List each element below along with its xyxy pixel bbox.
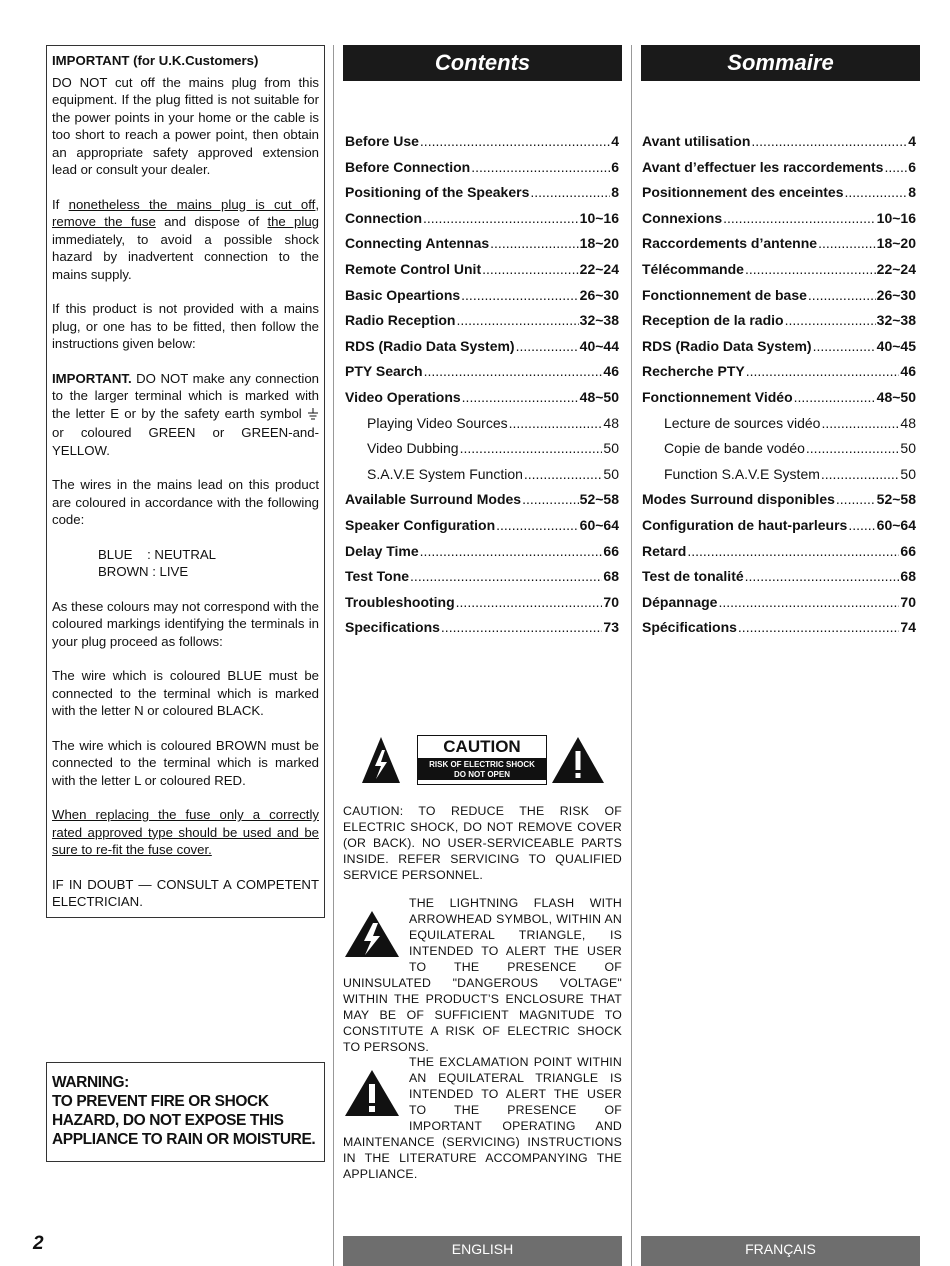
important-p2: If nonetheless the mains plug is cut off, remove the fuse and dispose of the plug immediately, to avoid a possible shock hazard by inadvertent connection to the mains supply.: [52, 196, 320, 282]
toc-leader-dots: [456, 312, 578, 328]
toc-entry-title: Function S.A.V.E System: [664, 465, 820, 482]
toc-entry: [345, 415, 619, 441]
toc-leader-dots: [821, 415, 899, 431]
toc-leader-dots: [845, 184, 908, 200]
column-divider: [631, 45, 632, 1266]
exclamation-triangle-icon: [343, 1068, 401, 1120]
toc-entry-page: 48: [603, 414, 619, 431]
toc-entry-page: 4: [908, 133, 916, 149]
toc-entry: [345, 543, 619, 569]
toc-entry-page: 6: [908, 158, 916, 175]
toc-entry: [345, 363, 619, 389]
toc-entry-title: Connection: [345, 209, 422, 226]
toc-entry-page: 48: [900, 414, 916, 431]
important-title: IMPORTANT (for U.K.Customers): [52, 53, 259, 68]
toc-leader-dots: [785, 312, 876, 328]
important-p1: DO NOT cut off the mains plug from this equipment. If the plug fitted is not suitable for the power points in your home or the cable is too short to reach a power point, then obtain an appropriate safety approved extension lead or consult your dealer.: [52, 74, 319, 177]
toc-leader-dots: [420, 133, 610, 149]
toc-entry-title: Connexions: [642, 209, 723, 226]
important-p4: IMPORTANT. DO NOT make any connection to the larger terminal which is marked with the letter E or by the safety earth symbol or coloured GREEN or GREEN-and-YELLOW.: [52, 370, 319, 458]
toc-entry: [642, 159, 916, 185]
toc-entry-page: 46: [603, 363, 619, 380]
toc-entry: [642, 389, 916, 415]
toc-entry: [642, 517, 916, 543]
toc-entry-title: Modes Surround disponibles: [642, 491, 835, 508]
exclamation-triangle-icon: [551, 735, 605, 785]
page-number: 2: [33, 1233, 44, 1254]
toc-entry-title: Test Tone: [345, 568, 410, 585]
toc-entry: [345, 466, 619, 492]
toc-entry: [642, 619, 916, 645]
toc-entry-page: 60~64: [579, 516, 619, 533]
toc-entry-title: Reception de la radio: [642, 312, 784, 329]
uk-important-notice: [46, 45, 325, 918]
caution-text: CAUTION: TO REDUCE THE RISK OF ELECTRIC SHOCK, DO NOT REMOVE COVER (OR BACK). NO USER-SERVICEABLE PARTS INSIDE. REFER SERVICING TO QUALIFIED SERVICE PERSONNEL.: [343, 804, 622, 882]
caution-subtext: RISK OF ELECTRIC SHOCK DO NOT OPEN: [418, 758, 546, 780]
toc-entry: [345, 517, 619, 543]
toc-leader-dots: [806, 440, 900, 456]
toc-entry-title: RDS (Radio Data System): [345, 337, 515, 354]
toc-entry-title: Configuration de haut-parleurs: [642, 516, 848, 533]
column-divider: [333, 45, 334, 1266]
toc-leader-dots: [461, 287, 579, 303]
toc-entry-title: Lecture de sources vidéo: [664, 414, 821, 431]
contents-list: [345, 133, 619, 645]
toc-entry-title: Positionnement des enceintes: [642, 184, 844, 201]
toc-entry-page: 70: [900, 593, 916, 610]
toc-entry: [642, 287, 916, 313]
toc-entry-title: Test de tonalité: [642, 568, 744, 585]
toc-leader-dots: [424, 363, 603, 379]
toc-entry-page: 8: [611, 184, 619, 201]
toc-entry-title: Before Connection: [345, 158, 471, 175]
toc-entry-page: 73: [603, 619, 619, 636]
toc-entry-title: Retard: [642, 542, 687, 559]
toc-entry-page: 26~30: [876, 286, 916, 303]
toc-leader-dots: [884, 159, 907, 175]
toc-entry-title: Télécommande: [642, 260, 744, 277]
lightning-triangle-icon: [361, 735, 401, 785]
sommaire-list: [642, 133, 916, 645]
toc-leader-dots: [738, 619, 900, 635]
toc-entry-page: 6: [611, 158, 619, 175]
toc-entry-title: Spécifications: [642, 619, 737, 636]
toc-entry-title: S.A.V.E System Function: [367, 465, 523, 482]
toc-entry: [345, 389, 619, 415]
toc-leader-dots: [530, 184, 610, 200]
toc-leader-dots: [410, 568, 602, 584]
toc-entry-page: 10~16: [876, 209, 916, 226]
toc-leader-dots: [718, 594, 899, 610]
toc-entry-title: Video Dubbing: [367, 440, 459, 457]
toc-entry-title: Avant d’effectuer les raccordements: [642, 158, 884, 175]
toc-entry-title: Avant utilisation: [642, 133, 751, 149]
toc-leader-dots: [723, 210, 876, 226]
toc-entry-page: 18~20: [579, 235, 619, 252]
toc-entry-page: 32~38: [876, 312, 916, 329]
wire-colour-codes: [98, 546, 319, 581]
caution-word: CAUTION: [443, 737, 521, 756]
toc-leader-dots: [509, 415, 603, 431]
toc-leader-dots: [745, 261, 876, 277]
earth-symbol-icon: [307, 407, 319, 425]
toc-entry-page: 40~45: [876, 337, 916, 354]
caution-label: [417, 735, 547, 785]
toc-entry: [345, 338, 619, 364]
toc-entry: [345, 619, 619, 645]
toc-entry: [642, 184, 916, 210]
toc-entry: [642, 261, 916, 287]
toc-entry-page: 50: [603, 465, 619, 482]
toc-entry-page: 48~50: [579, 388, 619, 405]
important-p5: The wires in the mains lead on this product are coloured in accordance with the following code:: [52, 477, 319, 527]
toc-entry: [345, 312, 619, 338]
important-p8: The wire which is coloured BROWN must be connected to the terminal which is marked with the letter L or coloured RED.: [52, 737, 319, 788]
toc-entry-page: 18~20: [876, 235, 916, 252]
toc-entry-title: Fonctionnement de base: [642, 286, 807, 303]
toc-entry-page: 60~64: [876, 516, 916, 533]
toc-entry-page: 52~58: [876, 491, 916, 508]
toc-entry: [642, 338, 916, 364]
footer-francais: FRANÇAIS: [641, 1236, 920, 1266]
toc-entry: [345, 594, 619, 620]
toc-leader-dots: [490, 235, 579, 251]
toc-entry-title: Basic Opeartions: [345, 286, 461, 303]
toc-entry-title: Playing Video Sources: [367, 414, 508, 431]
toc-entry-title: Video Operations: [345, 388, 461, 405]
toc-entry-title: Remote Control Unit: [345, 260, 482, 277]
toc-entry: [345, 235, 619, 261]
toc-entry-page: 66: [603, 542, 619, 559]
toc-leader-dots: [460, 440, 603, 456]
toc-leader-dots: [462, 389, 579, 405]
toc-entry-title: Recherche PTY: [642, 363, 745, 380]
toc-entry-title: Raccordements d’antenne: [642, 235, 818, 252]
toc-entry: [345, 261, 619, 287]
toc-entry-page: 10~16: [579, 209, 619, 226]
toc-leader-dots: [813, 338, 876, 354]
toc-entry-page: 8: [908, 184, 916, 201]
toc-leader-dots: [516, 338, 579, 354]
toc-entry-title: Connecting Antennas: [345, 235, 490, 252]
toc-entry: [642, 594, 916, 620]
footer-english: ENGLISH: [343, 1236, 622, 1266]
toc-entry: [642, 210, 916, 236]
toc-leader-dots: [496, 517, 579, 533]
toc-entry-title: Copie de bande vodéo: [664, 440, 805, 457]
toc-leader-dots: [456, 594, 603, 610]
lightning-explanation: THE LIGHTNING FLASH WITH ARROWHEAD SYMBOL, WITHIN AN EQUILATERAL TRIANGLE, IS INTENDED TO ALERT THE USER TO THE PRESENCE OF UNINSULATED "DANGEROUS VOLTAGE" WITHIN THE PRODUCT’S ENCLOSURE THAT MAY BE OF SUFFICIENT MAGNITUDE TO CONSTITUTE A RISK OF ELECTRIC SHOCK TO PERSONS.: [343, 896, 622, 1054]
toc-entry-title: RDS (Radio Data System): [642, 337, 812, 354]
contents-header: Contents: [343, 45, 622, 81]
toc-entry-page: 70: [603, 593, 619, 610]
toc-entry-page: 50: [603, 440, 619, 457]
toc-entry-page: 48~50: [876, 388, 916, 405]
warning-title: WARNING:: [52, 1074, 129, 1091]
toc-entry: [642, 440, 916, 466]
toc-entry-title: PTY Search: [345, 363, 423, 380]
toc-entry: [642, 543, 916, 569]
sommaire-header: Sommaire: [641, 45, 920, 81]
toc-entry-page: 26~30: [579, 286, 619, 303]
toc-leader-dots: [482, 261, 579, 277]
code-brown: BROWN : LIVE: [98, 564, 189, 579]
toc-entry-page: 22~24: [579, 260, 619, 277]
toc-entry-page: 68: [900, 568, 916, 585]
toc-leader-dots: [420, 543, 603, 559]
important-p7: The wire which is coloured BLUE must be connected to the terminal which is marked with the letter N or coloured BLACK.: [52, 668, 319, 718]
toc-entry: [642, 415, 916, 441]
toc-leader-dots: [808, 287, 876, 303]
toc-leader-dots: [836, 491, 876, 507]
toc-leader-dots: [848, 517, 875, 533]
toc-entry: [345, 568, 619, 594]
warning-text: TO PREVENT FIRE OR SHOCK HAZARD, DO NOT EXPOSE THIS APPLIANCE TO RAIN OR MOISTURE.: [52, 1093, 316, 1148]
toc-leader-dots: [751, 133, 907, 149]
important-p10: IF IN DOUBT — CONSULT A COMPETENT ELECTRICIAN.: [52, 876, 319, 909]
toc-entry-title: Dépannage: [642, 593, 718, 610]
important-box: [46, 45, 325, 918]
lightning-triangle-icon: [343, 909, 401, 961]
toc-leader-dots: [524, 466, 603, 482]
toc-entry-title: Radio Reception: [345, 312, 456, 329]
toc-leader-dots: [746, 363, 900, 379]
toc-entry-title: Positioning of the Speakers: [345, 184, 530, 201]
toc-entry: [345, 491, 619, 517]
toc-entry: [345, 210, 619, 236]
toc-entry-title: Speaker Configuration: [345, 516, 496, 533]
important-p9: When replacing the fuse only a correctly rated approved type should be used and be sure to re-fit the fuse cover.: [52, 807, 319, 857]
toc-entry: [642, 133, 916, 159]
toc-entry-title: Available Surround Modes: [345, 491, 522, 508]
code-blue: BLUE : NEUTRAL: [98, 546, 216, 562]
toc-entry: [642, 568, 916, 594]
toc-entry: [345, 184, 619, 210]
toc-entry-title: Specifications: [345, 619, 440, 636]
toc-entry-page: 52~58: [579, 491, 619, 508]
toc-entry: [642, 491, 916, 517]
toc-entry-title: Before Use: [345, 133, 419, 149]
toc-entry-title: Delay Time: [345, 542, 419, 559]
toc-entry: [345, 159, 619, 185]
toc-entry: [642, 312, 916, 338]
toc-leader-dots: [687, 543, 899, 559]
toc-entry-title: Troubleshooting: [345, 593, 455, 610]
toc-leader-dots: [745, 568, 900, 584]
toc-entry-title: Fonctionnement Vidéo: [642, 388, 793, 405]
toc-entry: [642, 363, 916, 389]
toc-entry: [345, 440, 619, 466]
toc-leader-dots: [821, 466, 900, 482]
toc-entry: [642, 466, 916, 492]
toc-leader-dots: [423, 210, 579, 226]
toc-entry-page: 40~44: [579, 337, 619, 354]
toc-leader-dots: [522, 491, 579, 507]
toc-entry-page: 50: [900, 465, 916, 482]
toc-leader-dots: [441, 619, 603, 635]
exclamation-explanation: THE EXCLAMATION POINT WITHIN AN EQUILATERAL TRIANGLE IS INTENDED TO ALERT THE USER TO THE PRESENCE OF IMPORTANT OPERATING AND MAINTENANCE (SERVICING) INSTRUCTIONS IN THE LITERATURE ACCOMPANYING THE APPLIANCE.: [343, 1055, 622, 1181]
toc-leader-dots: [471, 159, 610, 175]
toc-entry-page: 50: [900, 440, 916, 457]
toc-entry-page: 32~38: [579, 312, 619, 329]
toc-entry-page: 68: [603, 568, 619, 585]
toc-entry-page: 46: [900, 363, 916, 380]
toc-entry-page: 66: [900, 542, 916, 559]
toc-entry: [642, 235, 916, 261]
toc-entry: [345, 287, 619, 313]
important-p3: If this product is not provided with a mains plug, or one has to be fitted, then follow the instructions given below:: [52, 301, 319, 351]
toc-leader-dots: [794, 389, 876, 405]
toc-entry-page: 74: [900, 619, 916, 636]
toc-leader-dots: [818, 235, 876, 251]
toc-entry-page: 4: [611, 133, 619, 149]
toc-entry: [345, 133, 619, 159]
toc-entry-page: 22~24: [876, 260, 916, 277]
warning-box: [46, 1062, 325, 1162]
important-p6: As these colours may not correspond with the coloured markings identifying the terminals in your plug proceed as follows:: [52, 598, 319, 649]
